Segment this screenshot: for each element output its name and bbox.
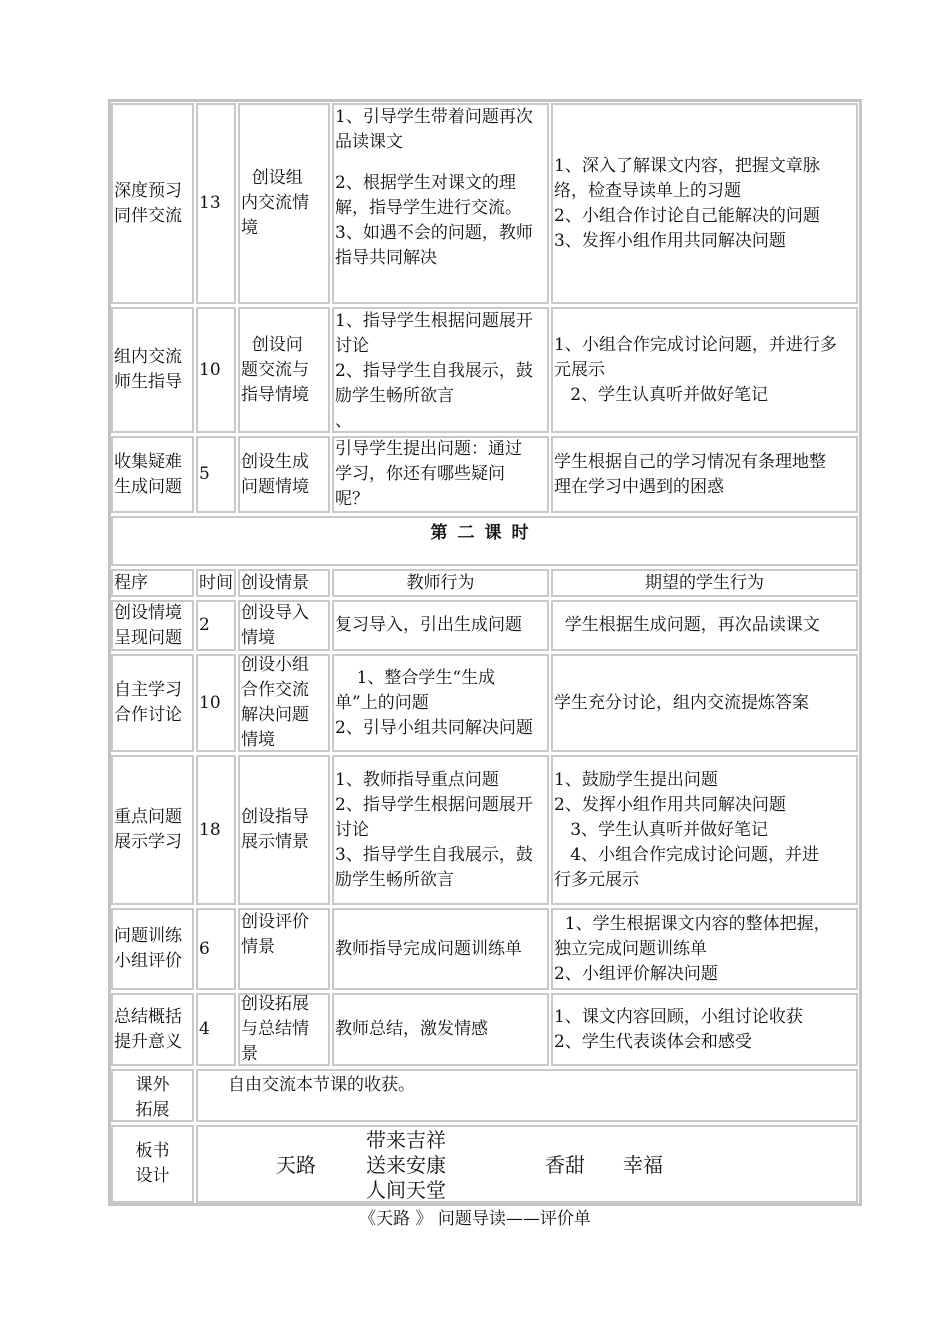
scenario-line: 与总结情	[241, 1019, 309, 1039]
time-cell	[196, 908, 236, 990]
student-behavior-line: 1、学生根据课文内容的整体把握，	[554, 913, 831, 934]
student-behavior-line: 3、发挥小组作用共同解决问题	[554, 230, 786, 251]
teacher-behavior-line: 2、指导学生自我展示，鼓	[335, 361, 533, 381]
student-behavior-line: 理在学习中遇到的困惑	[554, 476, 724, 497]
scenario-cell	[238, 654, 330, 752]
scenario-line: 景	[241, 1044, 258, 1064]
teacher-behavior-line: 品读课文	[335, 132, 403, 152]
board-label-line: 板书	[135, 1141, 170, 1161]
time-cell	[196, 307, 236, 433]
student-behavior-cell	[551, 908, 858, 990]
header-cell	[196, 569, 236, 597]
board-design-cell	[196, 1125, 858, 1203]
scenario-line: 情境	[241, 627, 275, 648]
student-behavior-line: 独立完成问题训练单	[554, 938, 707, 959]
student-behavior-cell	[551, 436, 858, 513]
scenario-line: 问题情境	[241, 476, 309, 497]
program-cell	[111, 436, 194, 513]
board-word: 幸福	[623, 1153, 663, 1177]
program-cell	[111, 908, 194, 990]
teacher-behavior-line	[335, 155, 546, 171]
program-cell	[111, 755, 194, 905]
header-cell	[238, 569, 330, 597]
scenario-cell	[238, 307, 330, 433]
program-cell	[111, 103, 194, 304]
time-cell	[196, 755, 236, 905]
board-line: 送来安康	[366, 1153, 446, 1177]
teacher-behavior-cell	[332, 307, 549, 433]
column-header: 程序	[114, 573, 148, 593]
program-line: 收集疑难	[114, 451, 182, 472]
program-cell	[111, 993, 194, 1066]
program-line: 同伴交流	[114, 205, 182, 226]
extension-content-cell	[196, 1069, 858, 1122]
teacher-behavior-cell	[332, 436, 549, 513]
extension-label-line: 课外	[135, 1075, 170, 1095]
teacher-behavior-line: 励学生畅所欲言	[335, 869, 454, 890]
time-value: 4	[199, 1019, 210, 1039]
time-value: 10	[199, 359, 221, 380]
student-behavior-line: 元展示	[554, 359, 605, 380]
scenario-line: 创设问	[241, 334, 303, 355]
time-cell	[196, 103, 236, 304]
time-value: 2	[199, 615, 210, 635]
program-line: 合作讨论	[114, 705, 182, 725]
scenario-cell	[238, 755, 330, 905]
scenario-line: 创设评价	[241, 912, 309, 932]
scenario-line: 创设小组	[241, 655, 309, 675]
extension-label-line: 拓展	[135, 1100, 170, 1120]
student-behavior-line: 1、小组合作完成讨论问题，并进行多	[554, 334, 837, 355]
column-header: 时间	[199, 573, 233, 593]
board-line: 带来吉祥	[366, 1128, 446, 1152]
program-line: 自主学习	[114, 680, 182, 700]
time-value: 18	[199, 819, 221, 840]
student-behavior-line: 2、学生认真听并做好笔记	[554, 384, 769, 405]
time-value: 10	[199, 692, 221, 713]
scenario-line: 指导情境	[241, 384, 309, 405]
scenario-cell	[238, 103, 330, 304]
scenario-cell	[238, 436, 330, 513]
teacher-behavior-cell	[332, 993, 549, 1066]
scenario-line: 创设指导	[241, 807, 309, 827]
time-value: 6	[199, 938, 210, 959]
scenario-cell	[238, 993, 330, 1066]
teacher-behavior-line: 讨论	[335, 336, 369, 356]
student-behavior-line: 络，检查导读单上的习题	[554, 180, 741, 201]
student-behavior-line: 1、深入了解课文内容，把握文章脉	[554, 155, 820, 176]
program-line: 展示学习	[114, 832, 182, 852]
teacher-behavior-line: 引导学生提出问题：通过	[335, 439, 522, 459]
student-behavior-cell	[551, 654, 858, 752]
teacher-behavior-line: 1、整合学生“生成	[335, 667, 496, 688]
student-behavior-line: 2、小组合作讨论自己能解决的问题	[554, 205, 820, 226]
column-header: 期望的学生行为	[645, 573, 764, 593]
teacher-behavior-cell	[332, 908, 549, 990]
extension-label-cell	[111, 1069, 194, 1122]
teacher-behavior-line: 讨论	[335, 819, 369, 840]
teacher-behavior-line: 3、如遇不会的问题，教师	[335, 223, 533, 243]
program-line: 总结概括	[114, 1006, 182, 1027]
teacher-behavior-cell	[332, 755, 549, 905]
scenario-cell	[238, 600, 330, 651]
lesson2-title-cell	[111, 516, 858, 566]
teacher-behavior-line: 2、指导学生根据问题展开	[335, 794, 533, 815]
teacher-behavior-line: 励学生畅所欲言	[335, 386, 454, 406]
program-cell	[111, 600, 194, 651]
column-header: 创设情景	[241, 573, 309, 593]
scenario-line: 情境	[241, 730, 275, 750]
program-cell	[111, 307, 194, 433]
board-word: 香甜	[545, 1153, 585, 1177]
header-cell	[332, 569, 549, 597]
teacher-behavior-cell	[332, 600, 549, 651]
student-behavior-line: 1、鼓励学生提出问题	[554, 769, 718, 790]
student-behavior-line: 学生充分讨论，组内交流提炼答案	[554, 692, 809, 713]
time-cell	[196, 993, 236, 1066]
scenario-line: 解决问题	[241, 705, 309, 725]
student-behavior-cell	[551, 755, 858, 905]
program-line: 重点问题	[114, 807, 182, 827]
program-line: 师生指导	[114, 372, 182, 392]
time-cell	[196, 436, 236, 513]
scenario-cell	[238, 908, 330, 990]
program-line: 小组评价	[114, 951, 182, 971]
student-behavior-line: 2、学生代表谈体会和感受	[554, 1031, 752, 1052]
time-cell	[196, 600, 236, 651]
time-value: 13	[199, 193, 221, 213]
program-line: 问题训练	[114, 926, 182, 946]
scenario-line: 创设组	[241, 168, 303, 188]
teacher-behavior-line: 学习，你还有哪些疑问	[335, 464, 505, 484]
teacher-behavior-line: 解，指导学生进行交流。	[335, 198, 522, 218]
teacher-behavior-line: 指导共同解决	[335, 248, 437, 268]
program-line: 生成问题	[114, 476, 182, 497]
teacher-behavior-line: 教师指导完成问题训练单	[335, 938, 522, 959]
program-line: 组内交流	[114, 347, 182, 367]
header-cell	[111, 569, 194, 597]
board-line: 人间天堂	[366, 1178, 446, 1202]
program-cell	[111, 654, 194, 752]
scenario-line: 题交流与	[241, 359, 309, 380]
page-caption: 《天路 》 问题导读——评价单	[359, 1209, 591, 1229]
teacher-behavior-line: 呢？	[335, 489, 369, 509]
teacher-behavior-line: 单”上的问题	[335, 692, 429, 713]
board-title: 天路	[276, 1153, 316, 1177]
board-label-cell	[111, 1125, 194, 1203]
teacher-behavior-line: 1、引导学生带着问题再次	[335, 107, 533, 127]
teacher-behavior-line: 1、教师指导重点问题	[335, 769, 499, 790]
time-cell	[196, 654, 236, 752]
student-behavior-line: 2、小组评价解决问题	[554, 963, 718, 984]
student-behavior-cell	[551, 600, 858, 651]
student-behavior-cell	[551, 103, 858, 304]
time-value: 5	[199, 464, 210, 484]
program-line: 提升意义	[114, 1031, 182, 1052]
student-behavior-line: 4、小组合作完成讨论问题，并进	[554, 844, 820, 865]
scenario-line: 展示情景	[241, 832, 309, 852]
scenario-line: 情景	[241, 937, 275, 957]
student-behavior-line: 行多元展示	[554, 869, 639, 890]
scenario-line: 创设拓展	[241, 994, 309, 1014]
teacher-behavior-line: 3、指导学生自我展示，鼓	[335, 844, 533, 865]
scenario-line: 内交流情	[241, 193, 309, 213]
student-behavior-line: 3、学生认真听并做好笔记	[554, 819, 769, 840]
scenario-line: 境	[241, 218, 258, 238]
teacher-behavior-cell	[332, 103, 549, 304]
student-behavior-cell	[551, 307, 858, 433]
program-line: 创设情境	[114, 602, 182, 623]
header-cell	[551, 569, 858, 597]
program-line: 呈现问题	[114, 627, 182, 648]
board-label-line: 设计	[135, 1166, 170, 1186]
teacher-behavior-line: 2、引导小组共同解决问题	[335, 717, 533, 738]
student-behavior-cell	[551, 993, 858, 1066]
column-header: 教师行为	[406, 573, 475, 593]
extension-content: 自由交流本节课的收获。	[228, 1075, 415, 1095]
scenario-line: 合作交流	[241, 680, 309, 700]
student-behavior-line: 2、发挥小组作用共同解决问题	[554, 794, 786, 815]
lesson2-title: 第二课时	[430, 523, 539, 543]
teacher-behavior-line: 复习导入，引出生成问题	[335, 615, 522, 635]
teacher-behavior-cell	[332, 654, 549, 752]
teacher-behavior-line: 2、根据学生对课文的理	[335, 173, 516, 193]
teacher-behavior-line: 1、指导学生根据问题展开	[335, 311, 533, 331]
student-behavior-line: 1、课文内容回顾，小组讨论收获	[554, 1006, 803, 1027]
student-behavior-line: 学生根据自己的学习情况有条理地整	[554, 451, 826, 472]
scenario-line: 创设生成	[241, 451, 309, 472]
program-line: 深度预习	[114, 180, 182, 201]
teacher-behavior-line: 教师总结，激发情感	[335, 1019, 488, 1039]
teacher-behavior-line: 、	[335, 411, 352, 431]
scenario-line: 创设导入	[241, 602, 309, 623]
student-behavior-line: 学生根据生成问题，再次品读课文	[554, 615, 820, 635]
